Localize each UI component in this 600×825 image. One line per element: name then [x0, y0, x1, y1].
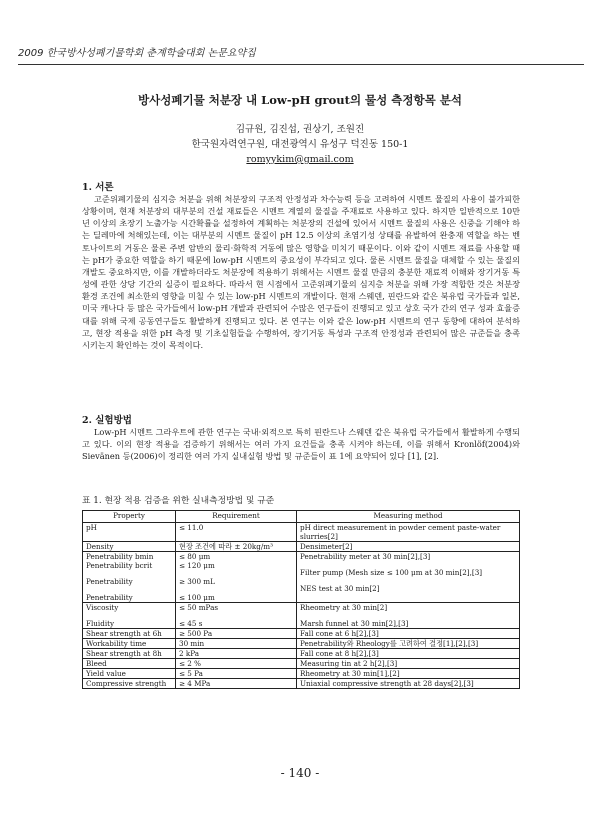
property-cell: [83, 649, 176, 659]
cell-spacer: [86, 570, 172, 577]
method-cell: [297, 649, 520, 659]
column-header: Requirement: [176, 511, 297, 523]
property-cell: [83, 669, 176, 679]
paragraph: Low-pH 시멘트 그라우트에 관한 연구는 국내·외적으로 특히 핀란드나 스웨덴 같은 북유럽 국가들에서 활발하게 수행되고 있다. 이의 현장 적용을 검증하기 위해서는 여러 가지 요건들을 충족 시켜야 하는데, 이를 위해서 Kronlöf(2004)와 Sievänen 등(2006)이 정리한 여러 가지 실내실험 방법 및 규준들이 표 1에 요약되어 있다 [1], [2].: [82, 427, 520, 462]
author-block: [0, 122, 600, 167]
cell-text: Densimeter[2]: [300, 542, 353, 551]
cell-text: Penetrability와 Rheology를 고려하여 결정[1],[2],[3]: [300, 639, 479, 648]
cell-text: Penetrability bmin: [86, 552, 154, 561]
section-heading-methods: 2. 실험방법: [82, 415, 132, 426]
cell-text: NES test at 30 min[2]: [300, 584, 380, 593]
cell-text: Penetrability meter at 30 min[2],[3]: [300, 552, 431, 561]
cell-text: Penetrability: [86, 593, 133, 602]
cell-text: Workability time: [86, 639, 147, 648]
cell-text: Fall cone at 6 h[2],[3]: [300, 629, 379, 638]
method-cell: [297, 659, 520, 669]
requirement-cell: [176, 603, 297, 629]
cell-spacer: [179, 586, 293, 593]
cell-text: Rheometry at 30 min[1],[2]: [300, 669, 400, 678]
cell-text: 2 kPa: [179, 649, 200, 658]
table-row: [83, 542, 520, 552]
cell-text: Viscosity: [86, 603, 119, 612]
method-cell: [297, 523, 520, 542]
cell-text: pH direct measurement in powder cement paste-water slurries[2]: [300, 523, 501, 541]
cell-text: ≤ 2 %: [179, 659, 201, 668]
requirement-cell: [176, 552, 297, 603]
proceedings-header: 2009 한국방사성폐기물학회 춘계학술대회 논문요약집: [18, 48, 256, 59]
author-email: romyykim@gmail.com: [246, 154, 354, 165]
cell-text: ≤ 45 s: [179, 619, 203, 628]
requirement-cell: [176, 639, 297, 649]
property-cell: [83, 603, 176, 629]
cell-text: pH: [86, 523, 97, 532]
cell-text: ≤ 5 Pa: [179, 669, 203, 678]
section-body-intro: [82, 193, 520, 351]
paper-title: 방사성폐기물 처분장 내 Low-pH grout의 물성 측정항목 분석: [138, 93, 462, 107]
method-cell: [297, 679, 520, 689]
property-cell: [83, 552, 176, 603]
column-header: Measuring method: [297, 511, 520, 523]
property-cell: [83, 629, 176, 639]
table-row: [83, 679, 520, 689]
cell-text: Measuring tin at 2 h[2],[3]: [300, 659, 398, 668]
cell-text: Shear strength at 6h: [86, 629, 162, 638]
cell-text: ≤ 11.0: [179, 523, 204, 532]
cell-text: Yield value: [86, 669, 126, 678]
cell-text: ≤ 100 μm: [179, 593, 215, 602]
property-cell: [83, 639, 176, 649]
cell-spacer: [300, 561, 516, 568]
table-body: [83, 523, 520, 689]
cell-text: Penetrability: [86, 577, 133, 586]
requirement-cell: [176, 669, 297, 679]
cell-text: ≤ 120 μm: [179, 561, 215, 570]
method-cell: [297, 542, 520, 552]
cell-text: ≤ 50 mPas: [179, 603, 219, 612]
cell-spacer: [300, 577, 516, 584]
cell-text: Filter pump (Mesh size ≤ 100 μm at 30 min[2],[3]: [300, 568, 483, 577]
cell-spacer: [179, 570, 293, 577]
requirement-cell: [176, 679, 297, 689]
cell-text: ≥ 4 MPa: [179, 679, 211, 688]
cell-text: 30 min: [179, 639, 205, 648]
cell-text: 현장 조건에 따라 ± 20kg/m³: [179, 542, 273, 551]
cell-text: Shear strength at 8h: [86, 649, 162, 658]
column-header: Property: [83, 511, 176, 523]
cell-text: ≥ 300 mL: [179, 577, 215, 586]
requirement-cell: [176, 649, 297, 659]
cell-text: ≥ 500 Pa: [179, 629, 213, 638]
cell-text: Fall cone at 8 h[2],[3]: [300, 649, 379, 658]
cell-text: Fluidity: [86, 619, 115, 628]
table-row: [83, 659, 520, 669]
cell-text: Bleed: [86, 659, 107, 668]
table-row: [83, 523, 520, 542]
cell-text: ≤ 80 μm: [179, 552, 211, 561]
method-cell: [297, 669, 520, 679]
property-cell: [83, 659, 176, 669]
header-rule: [18, 64, 584, 65]
method-cell: [297, 603, 520, 629]
cell-text: Density: [86, 542, 114, 551]
cell-spacer: [300, 612, 516, 619]
requirement-cell: [176, 523, 297, 542]
table-caption: 표 1. 현장 적용 검증을 위한 실내측정방법 및 규준: [82, 496, 275, 506]
property-cell: [83, 542, 176, 552]
property-cell: [83, 679, 176, 689]
cell-text: Marsh funnel at 30 min[2],[3]: [300, 619, 409, 628]
cell-text: Compressive strength: [86, 679, 167, 688]
method-cell: [297, 639, 520, 649]
section-heading-intro: 1. 서론: [82, 182, 114, 193]
section-body-methods: [82, 426, 520, 462]
cell-spacer: [179, 612, 293, 619]
cell-text: Uniaxial compressive strength at 28 days[2],[3]: [300, 679, 474, 688]
cell-text: Rheometry at 30 min[2]: [300, 603, 388, 612]
author-affiliation: 한국원자력연구원, 대전광역시 유성구 덕진동 150-1: [191, 139, 409, 150]
table-row: [83, 552, 520, 603]
table-row: [83, 603, 520, 629]
measurement-table: [82, 510, 520, 689]
table-row: [83, 669, 520, 679]
page-number: - 140 -: [280, 766, 320, 780]
requirement-cell: [176, 629, 297, 639]
table-row: [83, 629, 520, 639]
cell-spacer: [86, 612, 172, 619]
requirement-cell: [176, 542, 297, 552]
method-cell: [297, 629, 520, 639]
table-header-row: [83, 511, 520, 523]
author-names: 김규원, 김진섭, 권상기, 조원진: [235, 124, 365, 135]
table-row: [83, 649, 520, 659]
method-cell: [297, 552, 520, 603]
cell-spacer: [86, 586, 172, 593]
table-row: [83, 639, 520, 649]
requirement-cell: [176, 659, 297, 669]
cell-text: Penetrability bcrit: [86, 561, 153, 570]
property-cell: [83, 523, 176, 542]
paragraph: 고준위폐기물의 심지층 처분을 위해 처분장의 구조적 안정성과 차수능력 등을 고려하여 시멘트 물질의 사용이 불가피한 상황이며, 현재 처분장의 대부분의 건설 재료들은 시멘트 계열의 물질을 주재료로 사용하고 있다. 하지만 일반적으로 10만년 이상의 초장기 노출가능 시간확률을 설정하여 계획하는 처분장의 건설에 있어서 시멘트 물질의 사용은 신중을 기해야 하는 딜레마에 처해있는데, 이는 대부분의 시멘트 물질이 pH 12.5 이상의 초염기성 상태를 유발하여 완충재 역할을 하는 벤토나이트의 거동은 물론 주변 암반의 물리·화학적 거동에 많은 영향을 미치기 때문이다. 이와 같이 시멘트 재료를 사용할 때는 pH가 중요한 역할을 하기 때문에 low-pH 시멘트의 중요성이 부각되고 있다. 물론 시멘트 물질을 대체할 수 있는 물질의 개발도 중요하지만, 이를 개발하더라도 처분장에 적용하기 위해서는 시멘트 물질 만큼의 충분한 재료적 이해와 장기거동 특성에 관한 상당 기간의 실증이 필요하다. 따라서 현 시점에서 고준위폐기물의 심지층 처분을 위해 가장 적합한 것은 처분장 환경 조건에 최소한의 영향을 미칠 수 있는 low-pH 시멘트의 개발이다. 현재 스웨덴, 핀란드와 같은 북유럽 국가들과 일본, 미국 캐나다 등 많은 국가들에서 low-pH 개발과 관련되어 수많은 연구들이 진행되고 있고 상호 국가 간의 연구 성과 효율증대를 위해 국제 공동연구들도 활발하게 진행되고 있다. 본 연구는 이와 같은 low-pH 시멘트의 연구 동향에 대하여 분석하고, 현장 적용을 위한 pH 측정 및 기초실험들을 수행하여, 장기거동 특성과 구조적 안정성과 관련되어 많은 규준들을 충족시키는지 확인하는 것이 목적이다.: [82, 194, 520, 350]
